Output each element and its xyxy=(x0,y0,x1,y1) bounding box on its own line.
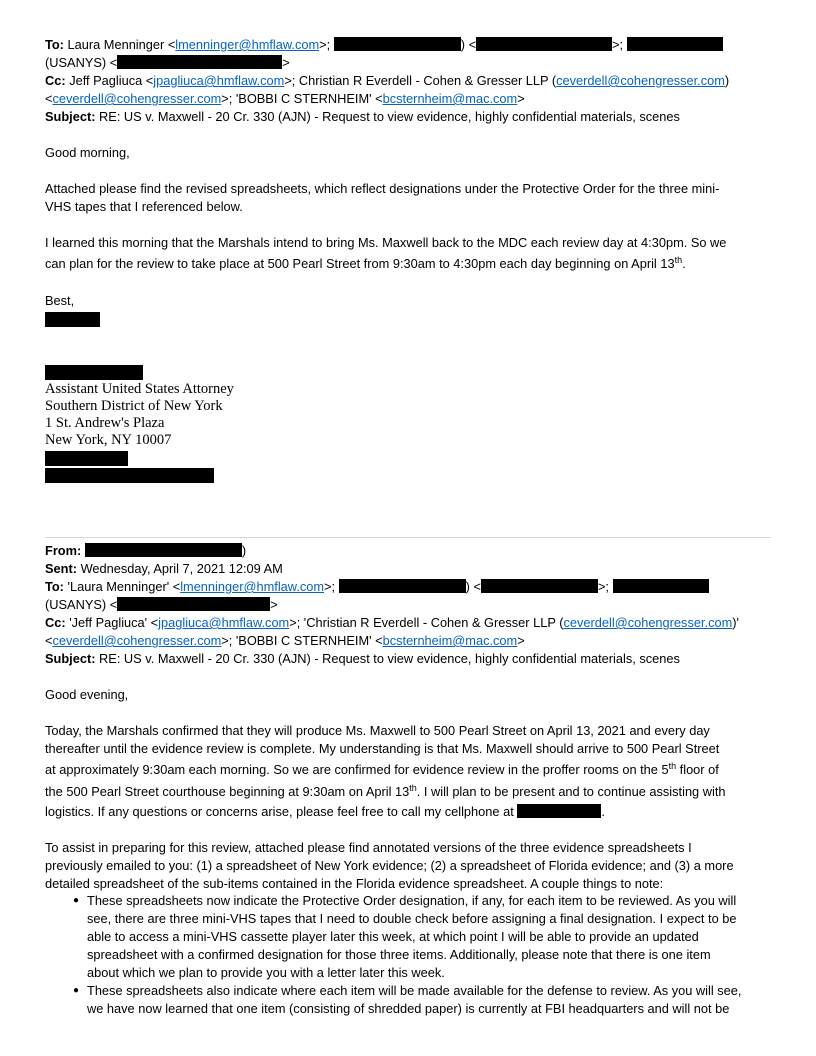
separator: >; xyxy=(612,37,624,52)
cc-recipient: >; 'BOBBI C STERNHEIM' < xyxy=(221,91,383,106)
body-text xyxy=(45,761,719,779)
email-link[interactable]: jpagliuca@hmflaw.com xyxy=(153,73,285,88)
email2-cc-line-2 xyxy=(45,632,525,650)
cc-recipient: >; 'Christian R Everdell - Cohen & Gresser LLP ( xyxy=(289,615,564,630)
redaction xyxy=(45,451,128,466)
body-text-segment: can plan for the review to take place at 500 Pearl Street from 9:30am to 4:30pm each day beginning on April 13 xyxy=(45,256,675,271)
to-recipient-org: (USANYS) < xyxy=(45,597,118,612)
bullet-text: These spreadsheets now indicate the Protective Order designation, if any, for each item to be reviewed. As you will xyxy=(87,893,737,908)
body-text: Attached please find the revised spreadsheets, which reflect designations under the Protective Order for the three mini- xyxy=(45,181,720,196)
cc-label: Cc: xyxy=(45,73,66,88)
email2-sent-line xyxy=(45,560,283,578)
subject-label: Subject: xyxy=(45,109,96,124)
email-link[interactable]: ceverdell@cohengresser.com xyxy=(556,73,725,88)
bullet-icon: ● xyxy=(73,985,80,996)
separator: ) xyxy=(241,543,247,558)
signature-street: 1 St. Andrew's Plaza xyxy=(45,415,165,431)
body-text: VHS tapes that I referenced below. xyxy=(45,199,243,214)
bullet-text: about which we plan to provide you with a letter later this week. xyxy=(87,965,445,980)
separator: >; xyxy=(597,579,609,594)
redaction xyxy=(627,37,723,51)
cc-label: Cc: xyxy=(45,615,66,630)
redaction xyxy=(517,804,601,818)
separator: ) < xyxy=(460,37,477,52)
separator: )' xyxy=(732,615,739,630)
separator: > xyxy=(517,633,525,648)
redaction xyxy=(85,543,242,557)
greeting: Good evening, xyxy=(45,687,129,702)
email2-to-line xyxy=(45,578,709,596)
subject-label: Subject: xyxy=(45,651,96,666)
email1-to-line-2 xyxy=(45,54,290,72)
sent-date: Wednesday, April 7, 2021 12:09 AM xyxy=(80,561,283,576)
cc-recipient: Jeff Pagliuca < xyxy=(69,73,154,88)
body-text-segment: logistics. If any questions or concerns arise, please feel free to call my cellphone at xyxy=(45,804,518,819)
redaction xyxy=(117,597,270,611)
cc-recipient: >; 'BOBBI C STERNHEIM' < xyxy=(221,633,383,648)
email2-subject-line xyxy=(45,650,680,668)
body-text xyxy=(45,803,605,821)
email2-from-line xyxy=(45,542,246,560)
redaction xyxy=(117,55,282,69)
email2-to-line-2 xyxy=(45,596,278,614)
separator: > xyxy=(282,55,290,70)
to-recipient-name: 'Laura Menninger' < xyxy=(67,579,181,594)
separator: >; xyxy=(319,37,331,52)
email2-cc-line xyxy=(45,614,739,632)
body-text-segment: . xyxy=(682,256,686,271)
bullet-text: see, there are three mini-VHS tapes that I need to double check before assigning a final designation. I expect to be xyxy=(87,911,737,926)
separator: < xyxy=(45,91,53,106)
body-text: previously emailed to you: (1) a spreadsheet of New York evidence; (2) a spreadsheet of Florida evidence; and (3) a more xyxy=(45,858,734,873)
body-text: I learned this morning that the Marshals intend to bring Ms. Maxwell back to the MDC each review day at 4:30pm. So we xyxy=(45,235,727,250)
bullet-text: These spreadsheets also indicate where each item will be made available for the defense to review. As you will see, xyxy=(87,983,742,998)
closing: Best, xyxy=(45,293,75,308)
email-link[interactable]: jpagliuca@hmflaw.com xyxy=(158,615,290,630)
subject-text: RE: US v. Maxwell - 20 Cr. 330 (AJN) - Request to view evidence, highly confidential materials, scenes xyxy=(99,109,680,124)
signature-city: New York, NY 10007 xyxy=(45,432,172,448)
divider xyxy=(45,537,771,538)
cc-recipient: >; Christian R Everdell - Cohen & Gresser LLP ( xyxy=(284,73,557,88)
redaction xyxy=(476,37,612,51)
to-recipient-name: Laura Menninger < xyxy=(67,37,176,52)
email-link[interactable]: bcsternheim@mac.com xyxy=(382,91,518,106)
separator: > xyxy=(270,597,278,612)
email-link[interactable]: ceverdell@cohengresser.com xyxy=(563,615,733,630)
body-text: detailed spreadsheet of the sub-items contained in the Florida evidence spreadsheet. A couple things to note: xyxy=(45,876,664,891)
body-text: Today, the Marshals confirmed that they will produce Ms. Maxwell to 500 Pearl Street on April 13, 2021 and every day xyxy=(45,723,710,738)
separator: >; xyxy=(324,579,336,594)
bullet-text: able to access a mini-VHS cassette player later this week, at which point I will be able to provide an updated xyxy=(87,929,699,944)
redaction xyxy=(481,579,598,593)
separator: ) < xyxy=(465,579,481,594)
superscript: th xyxy=(668,761,677,771)
sent-label: Sent: xyxy=(45,561,77,576)
redaction xyxy=(45,468,214,483)
body-text: To assist in preparing for this review, attached please find annotated versions of the three evidence spreadsheets I xyxy=(45,840,692,855)
superscript: th xyxy=(409,783,417,793)
to-label: To: xyxy=(45,37,64,52)
subject-text: RE: US v. Maxwell - 20 Cr. 330 (AJN) - Request to view evidence, highly confidential materials, scenes xyxy=(99,651,680,666)
body-text xyxy=(45,783,726,801)
email-link[interactable]: lmenninger@hmflaw.com xyxy=(175,37,320,52)
email-link[interactable]: ceverdell@cohengresser.com xyxy=(52,633,222,648)
signature-office: Southern District of New York xyxy=(45,398,223,414)
bullet-text: we have now learned that one item (consisting of shredded paper) is currently at FBI headquarters and will not be xyxy=(87,1001,730,1016)
body-text-segment: the 500 Pearl Street courthouse beginning at 9:30am on April 13 xyxy=(45,784,410,799)
to-recipient-org: (USANYS) < xyxy=(45,55,118,70)
email1-cc-line xyxy=(45,72,729,90)
cc-recipient: 'Jeff Pagliuca' < xyxy=(69,615,159,630)
redaction xyxy=(45,365,143,380)
email-link[interactable]: bcsternheim@mac.com xyxy=(382,633,518,648)
greeting: Good morning, xyxy=(45,145,130,160)
body-text: thereafter until the evidence review is complete. My understanding is that Ms. Maxwell should arrive to 500 Pearl Street xyxy=(45,741,720,756)
email-link[interactable]: ceverdell@cohengresser.com xyxy=(52,91,222,106)
bullet-icon: ● xyxy=(73,895,80,906)
redaction xyxy=(339,579,466,593)
separator: < xyxy=(45,633,53,648)
redaction xyxy=(613,579,709,593)
body-text-segment: . xyxy=(601,804,605,819)
from-label: From: xyxy=(45,543,82,558)
redaction xyxy=(334,37,461,51)
to-label: To: xyxy=(45,579,64,594)
separator: ) xyxy=(724,73,730,88)
email-link[interactable]: lmenninger@hmflaw.com xyxy=(180,579,325,594)
signature-title: Assistant United States Attorney xyxy=(45,381,234,397)
body-text-segment: at approximately 9:30am each morning. So we are confirmed for evidence review in the proffer rooms on the 5 xyxy=(45,762,669,777)
separator: > xyxy=(517,91,525,106)
body-text xyxy=(45,255,686,273)
bullet-text: spreadsheet with a confirmed designation for those three items. Additionally, please note that there is one item xyxy=(87,947,711,962)
superscript: th xyxy=(674,255,683,265)
body-text-segment: . I will plan to be present and to continue assisting with xyxy=(416,784,726,799)
redaction xyxy=(45,312,100,327)
email1-subject-line xyxy=(45,108,680,126)
body-text-segment: floor of xyxy=(676,762,719,777)
email1-cc-line-2 xyxy=(45,90,525,108)
email1-to-line xyxy=(45,36,723,54)
